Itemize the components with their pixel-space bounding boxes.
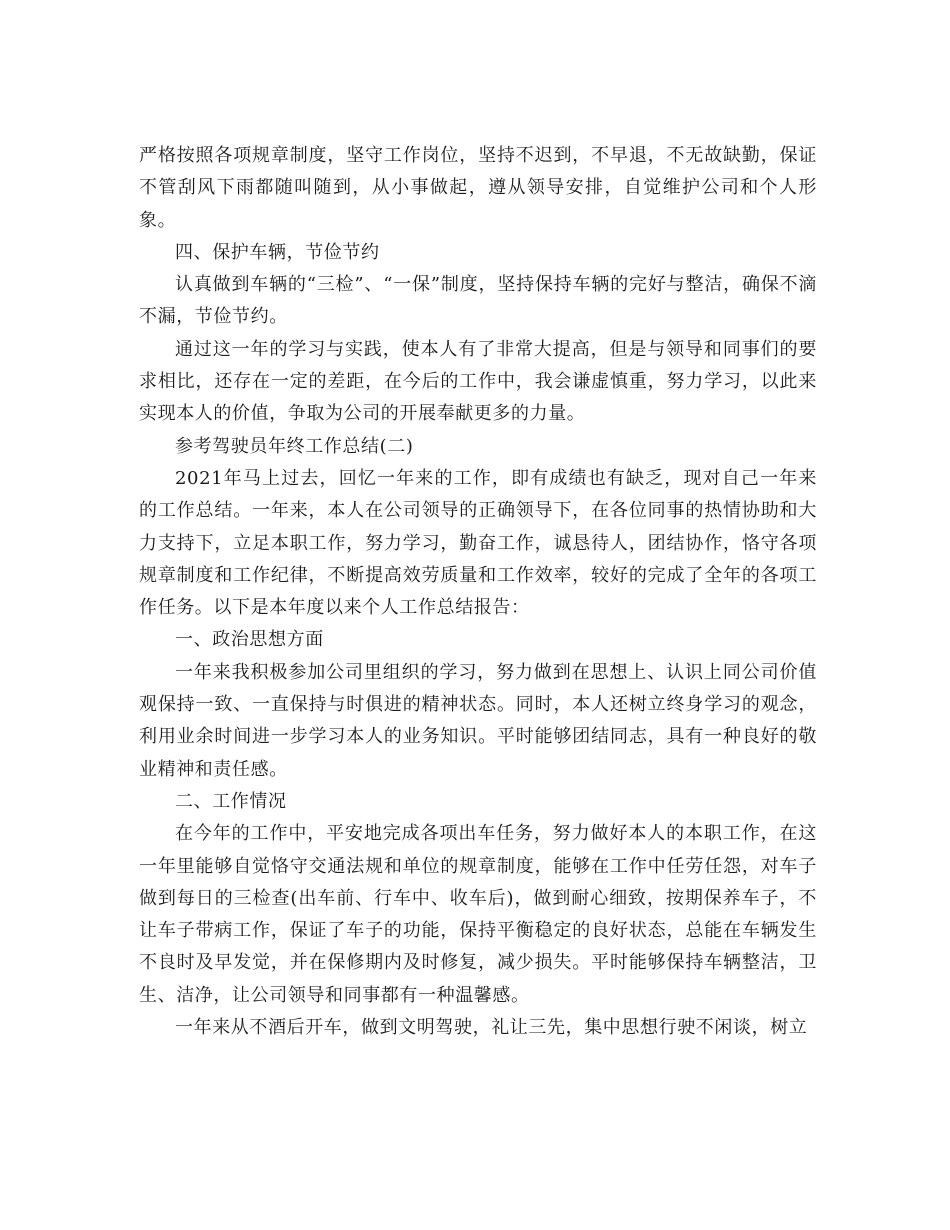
paragraph-vehicle-checks: 认真做到车辆的“三检”、“一保”制度，坚持保持车辆的完好与整洁，确保不滴不漏，节俭节约。 [139,274,817,328]
paragraph-safe-driving: 一年来从不酒后开车，做到文明驾驶，礼让三先，集中思想行驶不闲谈，树立 [175,1017,808,1039]
paragraph-work-details: 在今年的工作中，平安地完成各项出车任务，努力做好本人的本职工作，在这一年里能够自觉恪守交通法规和单位的规章制度，能够在工作中任劳任怨，对车子做到每日的三检查(出车前、行车中、收车后)，做到耐心细致，按期保养车子，不让车子带病工作，保证了车子的功能，保持平衡稳定的良好状态，总能在车辆发生不良时及早发觉，并在保修期内及时修复，减少损失。平时能够保持车辆整洁，卫生、洁净，让公司领导和同事都有一种温馨感。 [139,823,817,1006]
paragraph-conclusion: 通过这一年的学习与实践，使本人有了非常大提高，但是与领导和同事们的要求相比，还存在一定的差距，在今后的工作中，我会谦虚慎重，努力学习，以此来实现本人的价值，争取为公司的开展奉献更多的力量。 [139,338,817,425]
heading-protect-vehicles: 四、保护车辆，节俭节约 [175,241,380,263]
paragraph-discipline: 严格按照各项规章制度，坚守工作岗位，坚持不迟到，不早退，不无故缺勤，保证不管刮风下雨都随叫随到，从小事做起，遵从领导安排，自觉维护公司和个人形象。 [139,145,817,231]
heading-summary-two: 参考驾驶员年终工作总结(二) [175,435,414,457]
paragraph-study: 一年来我积极参加公司里组织的学习，努力做到在思想上、认识上同公司价值观保持一致、一直保持与时俱进的精神状态。同时，本人还树立终身学习的观念，利用业余时间进一步学习本人的业务知识。平时能够团结同志，具有一种良好的敬业精神和责任感。 [139,661,817,780]
heading-work-situation: 二、工作情况 [175,790,287,812]
heading-political-thought: 一、政治思想方面 [175,629,324,651]
paragraph-year-intro: 2021年马上过去，回忆一年来的工作，即有成绩也有缺乏，现对自己一年来的工作总结。一年来，本人在公司领导的正确领导下，在各位同事的热情协助和大力支持下，立足本职工作，努力学习，勤奋工作，诚恳待人，团结协作，恪守各项规章制度和工作纪律，不断提高效劳质量和工作效率，较好的完成了全年的各项工作任务。以下是本年度以来个人工作总结报告： [139,467,817,619]
